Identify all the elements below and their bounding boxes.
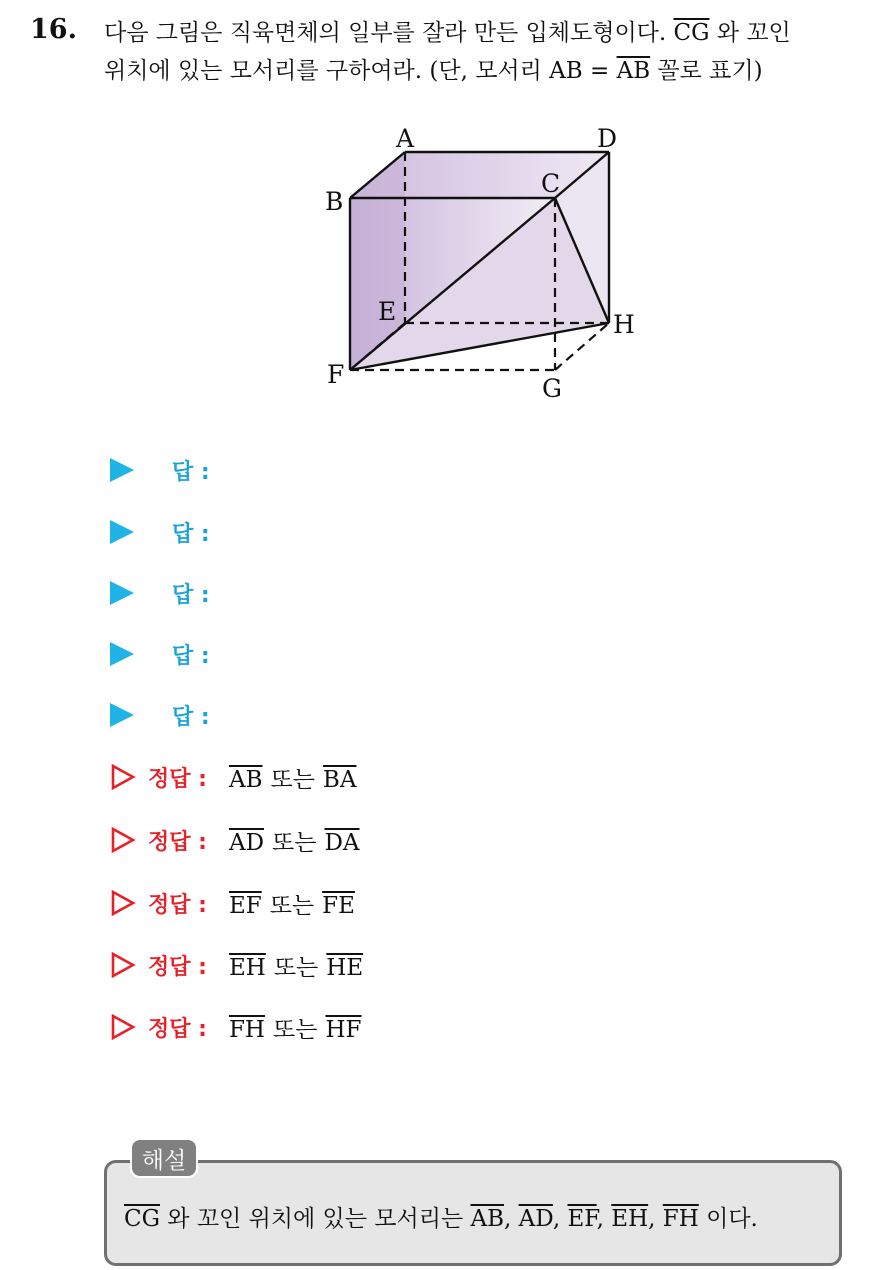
vertex-label-h: H [613,310,635,339]
answer-marker-icon [110,520,134,544]
vertex-label-b: B [325,187,344,216]
answer-label: 답 : [172,521,210,547]
explanation-text: $\overline{CG}$ 와 꼬인 위치에 있는 모서리는 $\overline{AB}$, $\overline{AD}$, $\overline{EF}$, $\overline{EH}$, $\overline{FH}$ 이다. [124,1206,758,1232]
question-line-2 [104,52,763,85]
vertex-label-g: G [542,374,562,403]
solution-answer: $\overline{EH}$ 또는 $\overline{HE}$ [228,954,364,981]
question-number: 16. [30,14,77,45]
question-text: 위치에 있는 모서리를 구하여라. (단, 모서리 AB = [104,58,610,84]
question-line-1 [104,14,791,47]
solution-answer: $\overline{EF}$ 또는 $\overline{FE}$ [228,892,355,919]
answer-row [110,515,210,549]
solution-marker-icon [110,1014,136,1040]
solution-answer: $\overline{FH}$ 또는 $\overline{HF}$ [228,1016,362,1043]
vertex-label-d: D [597,124,618,153]
solution-label: 정답 : [148,766,207,792]
solution-marker-icon [110,764,136,790]
question-text: 다음 그림은 직육면체의 일부를 잘라 만든 입체도형이다. [104,20,667,46]
solution-label: 정답 : [148,1016,207,1042]
answer-marker-icon [110,458,134,482]
vertex-label-f: F [327,360,345,389]
solution-row [110,760,356,794]
segment-label: $\overline{AB}$ [616,58,651,84]
vertex-label-c: C [541,169,561,198]
answer-marker-icon [110,703,134,727]
vertex-label-e: E [378,297,397,326]
segment-label: $\overline{CG}$ [673,20,710,46]
solution-answer: $\overline{AB}$ 또는 $\overline{BA}$ [228,766,357,793]
question-text: 와 꼬인 [716,20,791,46]
question-text: 꼴로 표기) [657,58,763,84]
solution-label: 정답 : [148,892,207,918]
solution-row [110,1010,361,1044]
vertex-label-a: A [396,124,415,153]
answer-label: 답 : [172,459,210,485]
solution-row [110,886,355,920]
solution-row [110,948,363,982]
answer-row [110,698,210,732]
answer-marker-icon [110,581,134,605]
solution-row [110,823,360,857]
solution-label: 정답 : [148,829,207,855]
answer-row [110,637,210,671]
solution-marker-icon [110,827,136,853]
solution-label: 정답 : [148,954,207,980]
solution-answer: $\overline{AD}$ 또는 $\overline{DA}$ [228,829,360,856]
solid-figure [310,115,650,415]
answer-label: 답 : [172,582,210,608]
explanation-tag: 해설 [130,1138,198,1178]
answer-row [110,576,210,610]
solution-marker-icon [110,890,136,916]
answer-row [110,453,210,487]
answer-label: 답 : [172,643,210,669]
answer-marker-icon [110,642,134,666]
answer-label: 답 : [172,704,210,730]
solution-marker-icon [110,952,136,978]
